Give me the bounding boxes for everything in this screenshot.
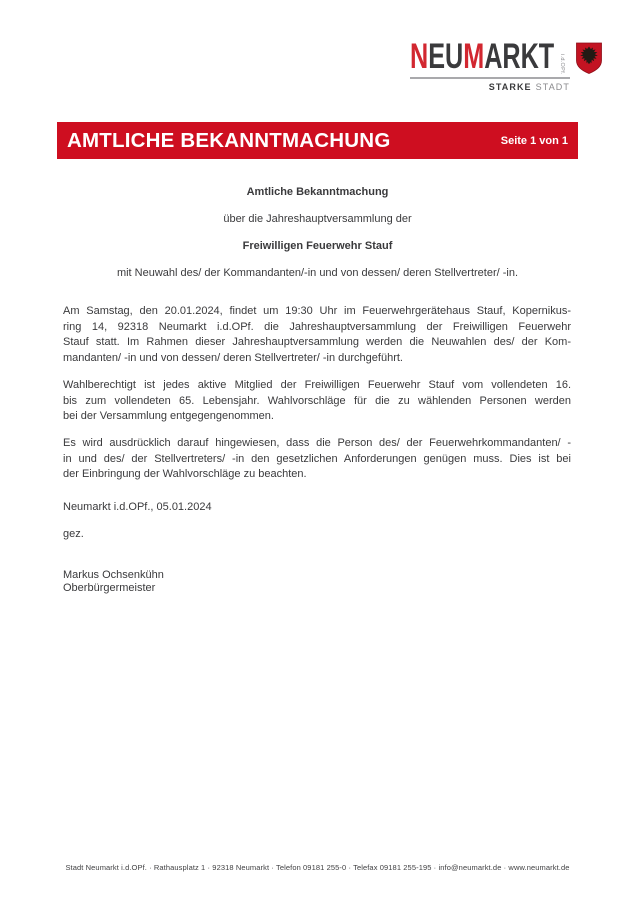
paragraph-meeting-details: [63, 304, 571, 367]
paragraph-line: der Einbringung der Wahlvorschläge zu beachten.: [63, 468, 307, 481]
neumarkt-logo: [410, 37, 603, 92]
wordmark-letter-n: N: [410, 37, 429, 76]
paragraph-line: Wahlberechtigt ist jedes aktive Mitglied der Freiwilligen Feuerwehr Stauf vom vollendeten 16.: [63, 378, 571, 391]
signature-place-date: Neumarkt i.d.OPf., 05.01.2024: [63, 501, 212, 513]
wordmark-letters-eu: EU: [428, 37, 464, 76]
paragraph-line: bis zum vollendeten 65. Lebensjahr. Wahlvorschläge für die zu wählenden Personen werden: [63, 394, 571, 407]
paragraph-line: bei der Versammlung entgegengenommen.: [63, 410, 274, 423]
footer-contact-line: Stadt Neumarkt i.d.OPf. · Rathausplatz 1 · 92318 Neumarkt · Telefon 09181 255-0 · Telefax 09181 255-195 · info@neumarkt.de · www.neumarkt.de: [65, 863, 570, 872]
banner-title: AMTLICHE BEKANNTMACHUNG: [67, 128, 391, 152]
signer-name: Markus Ochsenkühn: [63, 569, 164, 581]
tagline-stadt: STADT: [535, 82, 570, 92]
tagline-starke: STARKE: [488, 82, 532, 92]
page-indicator: Seite 1 von 1: [500, 134, 568, 147]
intro-organization: Freiwilligen Feuerwehr Stauf: [242, 240, 393, 252]
neumarkt-crest-icon: [575, 42, 603, 75]
signer-title: Oberbürgermeister: [63, 582, 156, 595]
intro-subtitle: über die Jahreshauptversammlung der: [223, 213, 412, 225]
paragraph-line: Stauf statt. Im Rahmen dieser Jahreshauptversammlung werden die Neuwahlen des/ der Kom-: [63, 336, 571, 349]
announcement-banner: [57, 122, 578, 159]
paragraph-line: in und des/ der Stellvertreters/ -in den gesetzlichen Anforderungen genügen muss. Dies ist bei: [63, 452, 571, 465]
paragraph-legal-requirements: [63, 436, 571, 483]
signature-gez: gez.: [63, 528, 84, 540]
logo-wordmark: [410, 38, 554, 77]
body-text: [63, 304, 571, 494]
wordmark-letters-arkt: ARKT: [484, 37, 555, 76]
paragraph-line: mandanten/ -in und von dessen/ deren Stellvertreter/ -in durchgeführt.: [63, 352, 403, 365]
intro-election-note: mit Neuwahl des/ der Kommandanten/-in und von dessen/ deren Stellvertreter/ -in.: [116, 267, 519, 279]
signature-block: [63, 569, 164, 596]
paragraph-line: ring 14, 92318 Neumarkt i.d.OPf. die Jahreshauptversammlung der Freiwilligen Feuerwehr: [63, 320, 571, 333]
logo-tagline: [410, 82, 570, 92]
wordmark-letter-m: M: [463, 37, 485, 76]
paragraph-line: Es wird ausdrücklich darauf hingewiesen, dass die Person des/ der Feuerwehrkommandanten/ -: [63, 436, 571, 449]
paragraph-line: Am Samstag, den 20.01.2024, findet um 19:30 Uhr im Feuerwehrgerätehaus Stauf, Kopernikus-: [63, 305, 571, 317]
paragraph-voting-eligibility: [63, 378, 571, 425]
logo-idopf-vertical-text: i.d.OPf.: [559, 54, 565, 75]
logo-divider-rule: [410, 77, 570, 79]
intro-headings: [0, 186, 635, 294]
intro-title: Amtliche Bekanntmachung: [246, 186, 389, 198]
